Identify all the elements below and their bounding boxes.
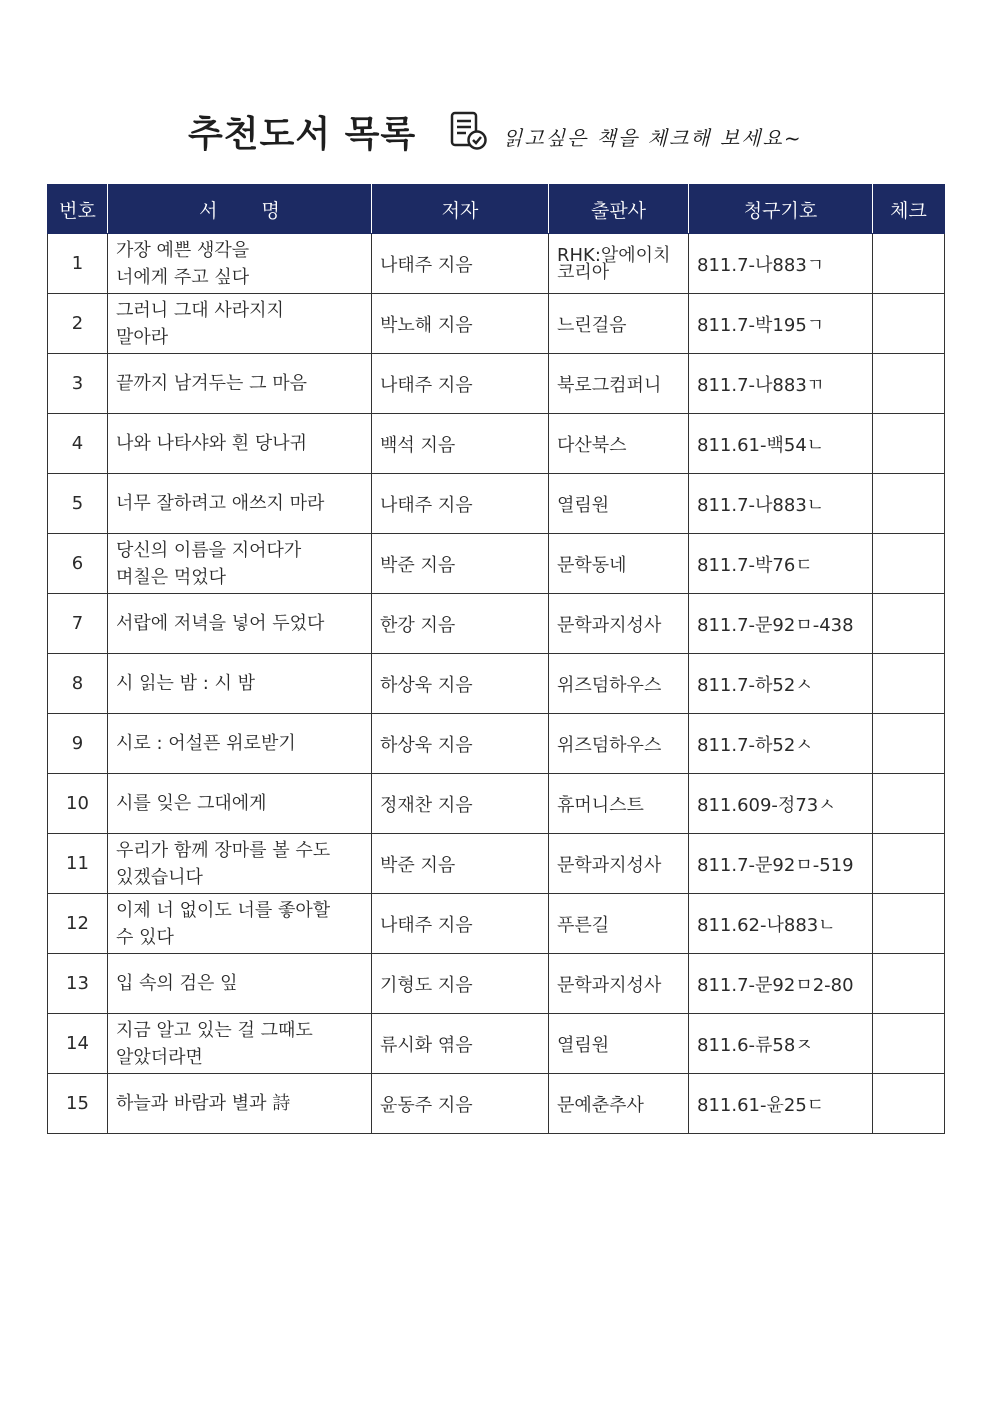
book-title: 하늘과 바람과 별과 詩 <box>108 1074 372 1134</box>
book-author: 나태주 지음 <box>372 474 549 534</box>
book-author: 백석 지음 <box>372 414 549 474</box>
check-cell[interactable] <box>873 834 945 894</box>
check-box[interactable] <box>881 714 936 773</box>
row-number: 1 <box>48 234 108 294</box>
check-box[interactable] <box>881 834 936 893</box>
book-author: 박준 지음 <box>372 834 549 894</box>
book-title: 시를 잊은 그대에게 <box>108 774 372 834</box>
table-body <box>48 234 945 1134</box>
table-row <box>48 654 945 714</box>
book-author: 한강 지음 <box>372 594 549 654</box>
check-box[interactable] <box>881 294 936 353</box>
table-row <box>48 414 945 474</box>
row-number: 4 <box>48 414 108 474</box>
column-header-check: 체크 <box>873 185 945 234</box>
table-row <box>48 474 945 534</box>
book-title: 당신의 이름을 지어다가 며칠은 먹었다 <box>108 534 372 594</box>
row-number: 15 <box>48 1074 108 1134</box>
check-cell[interactable] <box>873 594 945 654</box>
check-box[interactable] <box>881 414 936 473</box>
check-cell[interactable] <box>873 534 945 594</box>
table-row <box>48 714 945 774</box>
book-title: 서랍에 저녁을 넣어 두었다 <box>108 594 372 654</box>
check-box[interactable] <box>881 654 936 713</box>
row-number: 7 <box>48 594 108 654</box>
checklist-document-icon <box>447 110 489 152</box>
book-publisher: 푸른길 <box>549 894 689 954</box>
book-publisher: 열림원 <box>549 474 689 534</box>
book-publisher: 문학동네 <box>549 534 689 594</box>
check-box[interactable] <box>881 1074 936 1133</box>
book-author: 나태주 지음 <box>372 234 549 294</box>
check-box[interactable] <box>881 354 936 413</box>
book-title: 너무 잘하려고 애쓰지 마라 <box>108 474 372 534</box>
column-header-call-number: 청구기호 <box>689 185 873 234</box>
column-header-title: 서 명 <box>108 185 372 234</box>
book-call-number: 811.7-문92ㅁ-519 <box>689 834 873 894</box>
book-publisher: 북로그컴퍼니 <box>549 354 689 414</box>
check-box[interactable] <box>881 594 936 653</box>
book-call-number: 811.62-나883ㄴ <box>689 894 873 954</box>
check-cell[interactable] <box>873 654 945 714</box>
column-header-number: 번호 <box>48 185 108 234</box>
table-row <box>48 954 945 1014</box>
table-header-row <box>48 185 945 234</box>
check-cell[interactable] <box>873 774 945 834</box>
book-call-number: 811.61-백54ㄴ <box>689 414 873 474</box>
book-author: 하상욱 지음 <box>372 654 549 714</box>
table-row <box>48 354 945 414</box>
book-call-number: 811.7-박195ㄱ <box>689 294 873 354</box>
row-number: 5 <box>48 474 108 534</box>
row-number: 11 <box>48 834 108 894</box>
book-call-number: 811.6-류58ㅈ <box>689 1014 873 1074</box>
check-cell[interactable] <box>873 294 945 354</box>
book-author: 나태주 지음 <box>372 894 549 954</box>
book-call-number: 811.609-정73ㅅ <box>689 774 873 834</box>
book-title: 시 읽는 밤 : 시 밤 <box>108 654 372 714</box>
book-title: 나와 나타샤와 흰 당나귀 <box>108 414 372 474</box>
book-author: 윤동주 지음 <box>372 1074 549 1134</box>
table-row <box>48 1014 945 1074</box>
book-publisher: 느린걸음 <box>549 294 689 354</box>
title-row <box>0 100 992 164</box>
book-call-number: 811.61-윤25ㄷ <box>689 1074 873 1134</box>
check-cell[interactable] <box>873 894 945 954</box>
book-call-number: 811.7-하52ㅅ <box>689 654 873 714</box>
row-number: 13 <box>48 954 108 1014</box>
check-box[interactable] <box>881 774 936 833</box>
book-publisher: 열림원 <box>549 1014 689 1074</box>
row-number: 14 <box>48 1014 108 1074</box>
check-box[interactable] <box>881 474 936 533</box>
book-author: 류시화 엮음 <box>372 1014 549 1074</box>
check-cell[interactable] <box>873 1014 945 1074</box>
subtitle: 읽고싶은 책을 체크해 보세요~ <box>503 126 803 150</box>
check-cell[interactable] <box>873 954 945 1014</box>
book-call-number: 811.7-하52ㅅ <box>689 714 873 774</box>
book-publisher: 문학과지성사 <box>549 834 689 894</box>
book-title: 그러니 그대 사라지지 말아라 <box>108 294 372 354</box>
check-cell[interactable] <box>873 714 945 774</box>
row-number: 2 <box>48 294 108 354</box>
check-cell[interactable] <box>873 1074 945 1134</box>
check-box[interactable] <box>881 234 936 293</box>
book-publisher: 문학과지성사 <box>549 594 689 654</box>
table-row <box>48 774 945 834</box>
check-box[interactable] <box>881 894 936 953</box>
table-row <box>48 834 945 894</box>
book-publisher: 휴머니스트 <box>549 774 689 834</box>
book-title: 시로 : 어설픈 위로받기 <box>108 714 372 774</box>
book-title: 우리가 함께 장마를 볼 수도 있겠습니다 <box>108 834 372 894</box>
book-publisher: 문학과지성사 <box>549 954 689 1014</box>
column-header-author: 저자 <box>372 185 549 234</box>
row-number: 6 <box>48 534 108 594</box>
check-box[interactable] <box>881 534 936 593</box>
row-number: 9 <box>48 714 108 774</box>
column-header-publisher: 출판사 <box>549 185 689 234</box>
book-call-number: 811.7-문92ㅁ2-80 <box>689 954 873 1014</box>
book-title: 가장 예쁜 생각을 너에게 주고 싶다 <box>108 234 372 294</box>
book-call-number: 811.7-박76ㄷ <box>689 534 873 594</box>
book-table <box>47 184 945 1134</box>
row-number: 12 <box>48 894 108 954</box>
check-cell[interactable] <box>873 354 945 414</box>
book-publisher: RHK:알에이치 코리아 <box>549 234 689 294</box>
table-row <box>48 594 945 654</box>
check-box[interactable] <box>881 954 936 1013</box>
check-cell[interactable] <box>873 414 945 474</box>
book-title: 입 속의 검은 잎 <box>108 954 372 1014</box>
book-author: 박노해 지음 <box>372 294 549 354</box>
row-number: 8 <box>48 654 108 714</box>
book-title: 끝까지 남겨두는 그 마음 <box>108 354 372 414</box>
book-title: 이제 너 없이도 너를 좋아할 수 있다 <box>108 894 372 954</box>
book-publisher: 다산북스 <box>549 414 689 474</box>
book-author: 정재찬 지음 <box>372 774 549 834</box>
check-cell[interactable] <box>873 234 945 294</box>
book-call-number: 811.7-문92ㅁ-438 <box>689 594 873 654</box>
page-title: 추천도서 목록 <box>188 114 417 155</box>
book-call-number: 811.7-나883ㄲ <box>689 354 873 414</box>
book-publisher: 위즈덤하우스 <box>549 654 689 714</box>
book-author: 하상욱 지음 <box>372 714 549 774</box>
check-cell[interactable] <box>873 474 945 534</box>
check-box[interactable] <box>881 1014 936 1073</box>
row-number: 3 <box>48 354 108 414</box>
table-row <box>48 234 945 294</box>
table-row <box>48 894 945 954</box>
table-row <box>48 294 945 354</box>
book-author: 박준 지음 <box>372 534 549 594</box>
table-row <box>48 534 945 594</box>
book-author: 기형도 지음 <box>372 954 549 1014</box>
book-call-number: 811.7-나883ㄱ <box>689 234 873 294</box>
book-author: 나태주 지음 <box>372 354 549 414</box>
book-call-number: 811.7-나883ㄴ <box>689 474 873 534</box>
book-title: 지금 알고 있는 걸 그때도 알았더라면 <box>108 1014 372 1074</box>
row-number: 10 <box>48 774 108 834</box>
table-row <box>48 1074 945 1134</box>
book-publisher: 위즈덤하우스 <box>549 714 689 774</box>
book-publisher: 문예춘추사 <box>549 1074 689 1134</box>
